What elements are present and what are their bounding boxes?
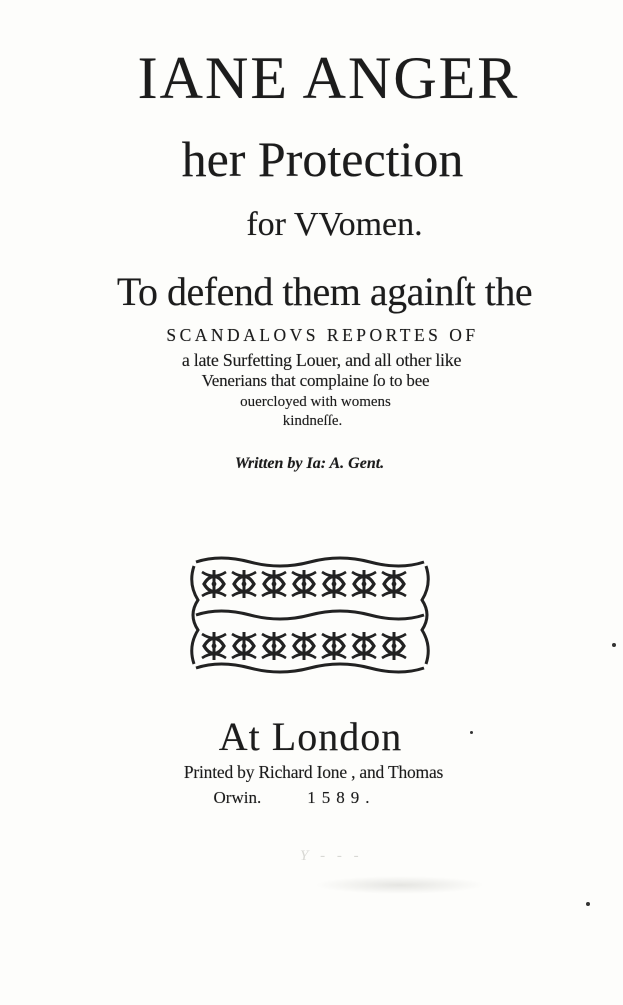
faint-marginalia: Y - - - [300, 848, 363, 864]
ink-smudge [315, 876, 485, 894]
subtitle-line-5: ouercloyed with womens [240, 394, 391, 410]
paper-speck [612, 643, 616, 647]
printers-ornament-icon [190, 552, 430, 678]
subtitle-line-3: a late Surfetting Louer, and all other like [181, 350, 462, 370]
subtitle-line-2: SCANDALOVS REPORTES OF [166, 325, 479, 345]
imprint-printers: Printed by Richard Ione , and Thomas [183, 762, 444, 782]
author-heading: IANE ANGER [137, 45, 520, 111]
subtitle-line-6: kindneſſe. [282, 413, 343, 429]
imprint-year: 1589. [307, 788, 376, 807]
attribution: Written by Ia: A. Gent. [234, 455, 385, 472]
subtitle-line-4: Venerians that complaine ſo to bee [201, 371, 430, 390]
imprint-printer-2: Orwin. [213, 788, 262, 807]
subtitle-line-1: To defend them againſt the [116, 269, 533, 314]
imprint-place: At London [218, 714, 403, 759]
title-line-1: her Protection [181, 131, 464, 187]
title-line-2: for VVomen. [246, 206, 423, 243]
paper-speck [586, 902, 590, 906]
imprint-footer [0, 788, 623, 808]
paper-speck [470, 731, 473, 734]
